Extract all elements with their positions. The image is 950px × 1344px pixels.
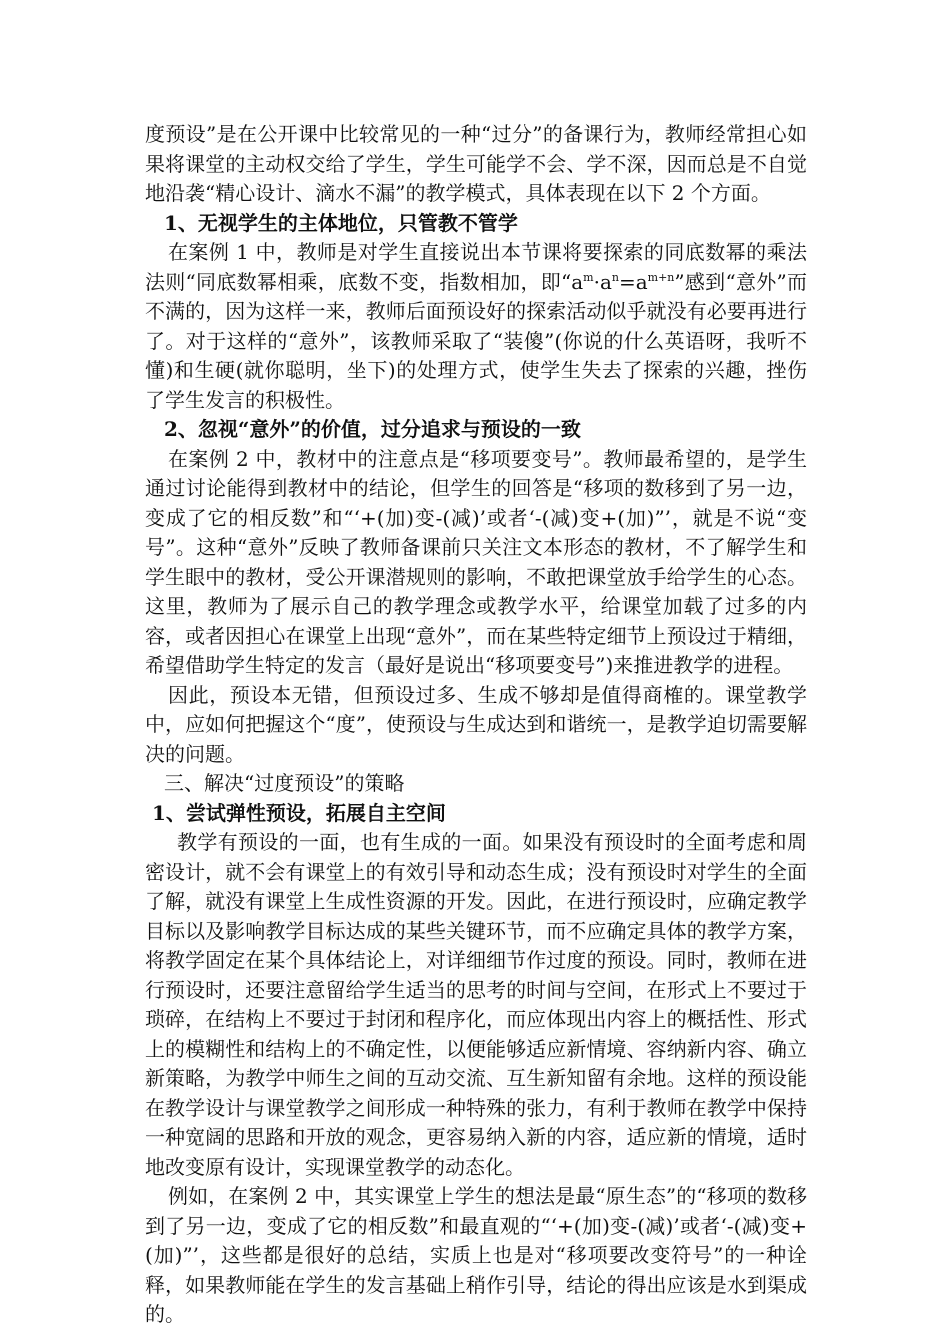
example-paragraph: 例如，在案例 2 中，其实课堂上学生的想法是最“原生态”的“移项的数移到了另一边，变成了它的相反数”和最直观的“‘+(加)变-(减)’或者‘-(减)变+(加)”’，这些都是很好的总结，实质上也是对“移项要改变符号”的一种诠释，如果教师能在学生的发言基础上稍作引导，结论的得出应该是水到渠成的。 — [145, 1184, 807, 1326]
case1-text-a: 在案例 1 中，教师是对学生直接说出本节课将要探索的同底数幂的乘法法则“同底数幂相乘，底数不变，指数相加，即“a — [145, 240, 807, 294]
section-heading-4: 1、尝试弹性预设，拓展自主空间 — [152, 800, 446, 825]
exponent-n: n — [611, 270, 619, 284]
section-heading-2: 2、忽视“意外”的价值，过分追求与预设的一致 — [164, 417, 581, 441]
case1-text-b: ·a — [593, 269, 612, 294]
exponent-m: m — [583, 270, 594, 284]
case1-text-d: ”感到“意外”而不满的，因为这样一来，教师后面预设好的探索活动似乎就没有必要再进行了。对于这样的“意外”，该教师采取了“装傻”(你说的什么英语呀，我听不懂)和生硬(就你聪明，坐下)的处理方式，使学生失去了探索的兴趣，挫伤了学生发言的积极性。 — [145, 269, 807, 412]
conclusion-paragraph: 因此，预设本无错，但预设过多、生成不够却是值得商榷的。课堂教学中，应如何把握这个“度”，使预设与生成达到和谐统一，是教学迫切需要解决的问题。 — [145, 682, 807, 766]
document-page — [145, 120, 807, 1330]
exponent-m-plus-n: m+n — [647, 270, 675, 284]
section-heading-1: 1、无视学生的主体地位，只管教不管学 — [164, 210, 518, 235]
case1-text-c: =a — [618, 269, 648, 294]
case2-paragraph: 在案例 2 中，教材中的注意点是“移项要变号”。教师最希望的，是学生通过讨论能得到教材中的结论，但学生的回答是“移项的数移到了另一边，变成了它的相反数”和“‘+(加)变-(减)’或者‘-(减)变+(加)”’，就是不说“变号”。这种“意外”反映了教师备课前只关注文本形态的教材，不了解学生和学生眼中的教材，受公开课潜规则的影响，不敢把课堂放手给学生的心态。这里，教师为了展示自己的教学理念或教学水平，给课堂加载了过多的内容，或者因担心在课堂上出现“意外”，而在某些特定细节上预设过于精细，希望借助学生特定的发言（最好是说出“移项要变号”)来推进教学的进程。 — [145, 446, 807, 677]
case1-paragraph — [145, 238, 807, 415]
intro-paragraph: 度预设”是在公开课中比较常见的一种“过分”的备课行为，教师经常担心如果将课堂的主动权交给了学生，学生可能学不会、学不深，因而总是不自觉地沿袭“精心设计、滴水不漏”的教学模式，具体表现在以下 2 个方面。 — [145, 122, 807, 205]
section-heading-3: 三、解决“过度预设”的策略 — [164, 771, 405, 795]
strategy-paragraph: 教学有预设的一面，也有生成的一面。如果没有预设时的全面考虑和周密设计，就不会有课堂上的有效引导和动态生成；没有预设时对学生的全面了解，就没有课堂上生成性资源的开发。因此，在进行预设时，应确定教学目标以及影响教学目标达成的某些关键环节，而不应确定具体的教学方案，将教学固定在某个具体结论上，对详细细节作过度的预设。同时，教师在进行预设时，还要注意留给学生适当的思考的时间与空间，在形式上不要过于琐碎，在结构上不要过于封闭和程序化，而应体现出内容上的概括性、形式上的模糊性和结构上的不确定性，以便能够适应新情境、容纳新内容、确立新策略，为教学中师生之间的互动交流、互生新知留有余地。这样的预设能在教学设计与课堂教学之间形成一种特殊的张力，有利于教师在教学中保持一种宽阔的思路和开放的观念，更容易纳入新的内容，适应新的情境，适时地改变原有设计，实现课堂教学的动态化。 — [145, 830, 807, 1179]
